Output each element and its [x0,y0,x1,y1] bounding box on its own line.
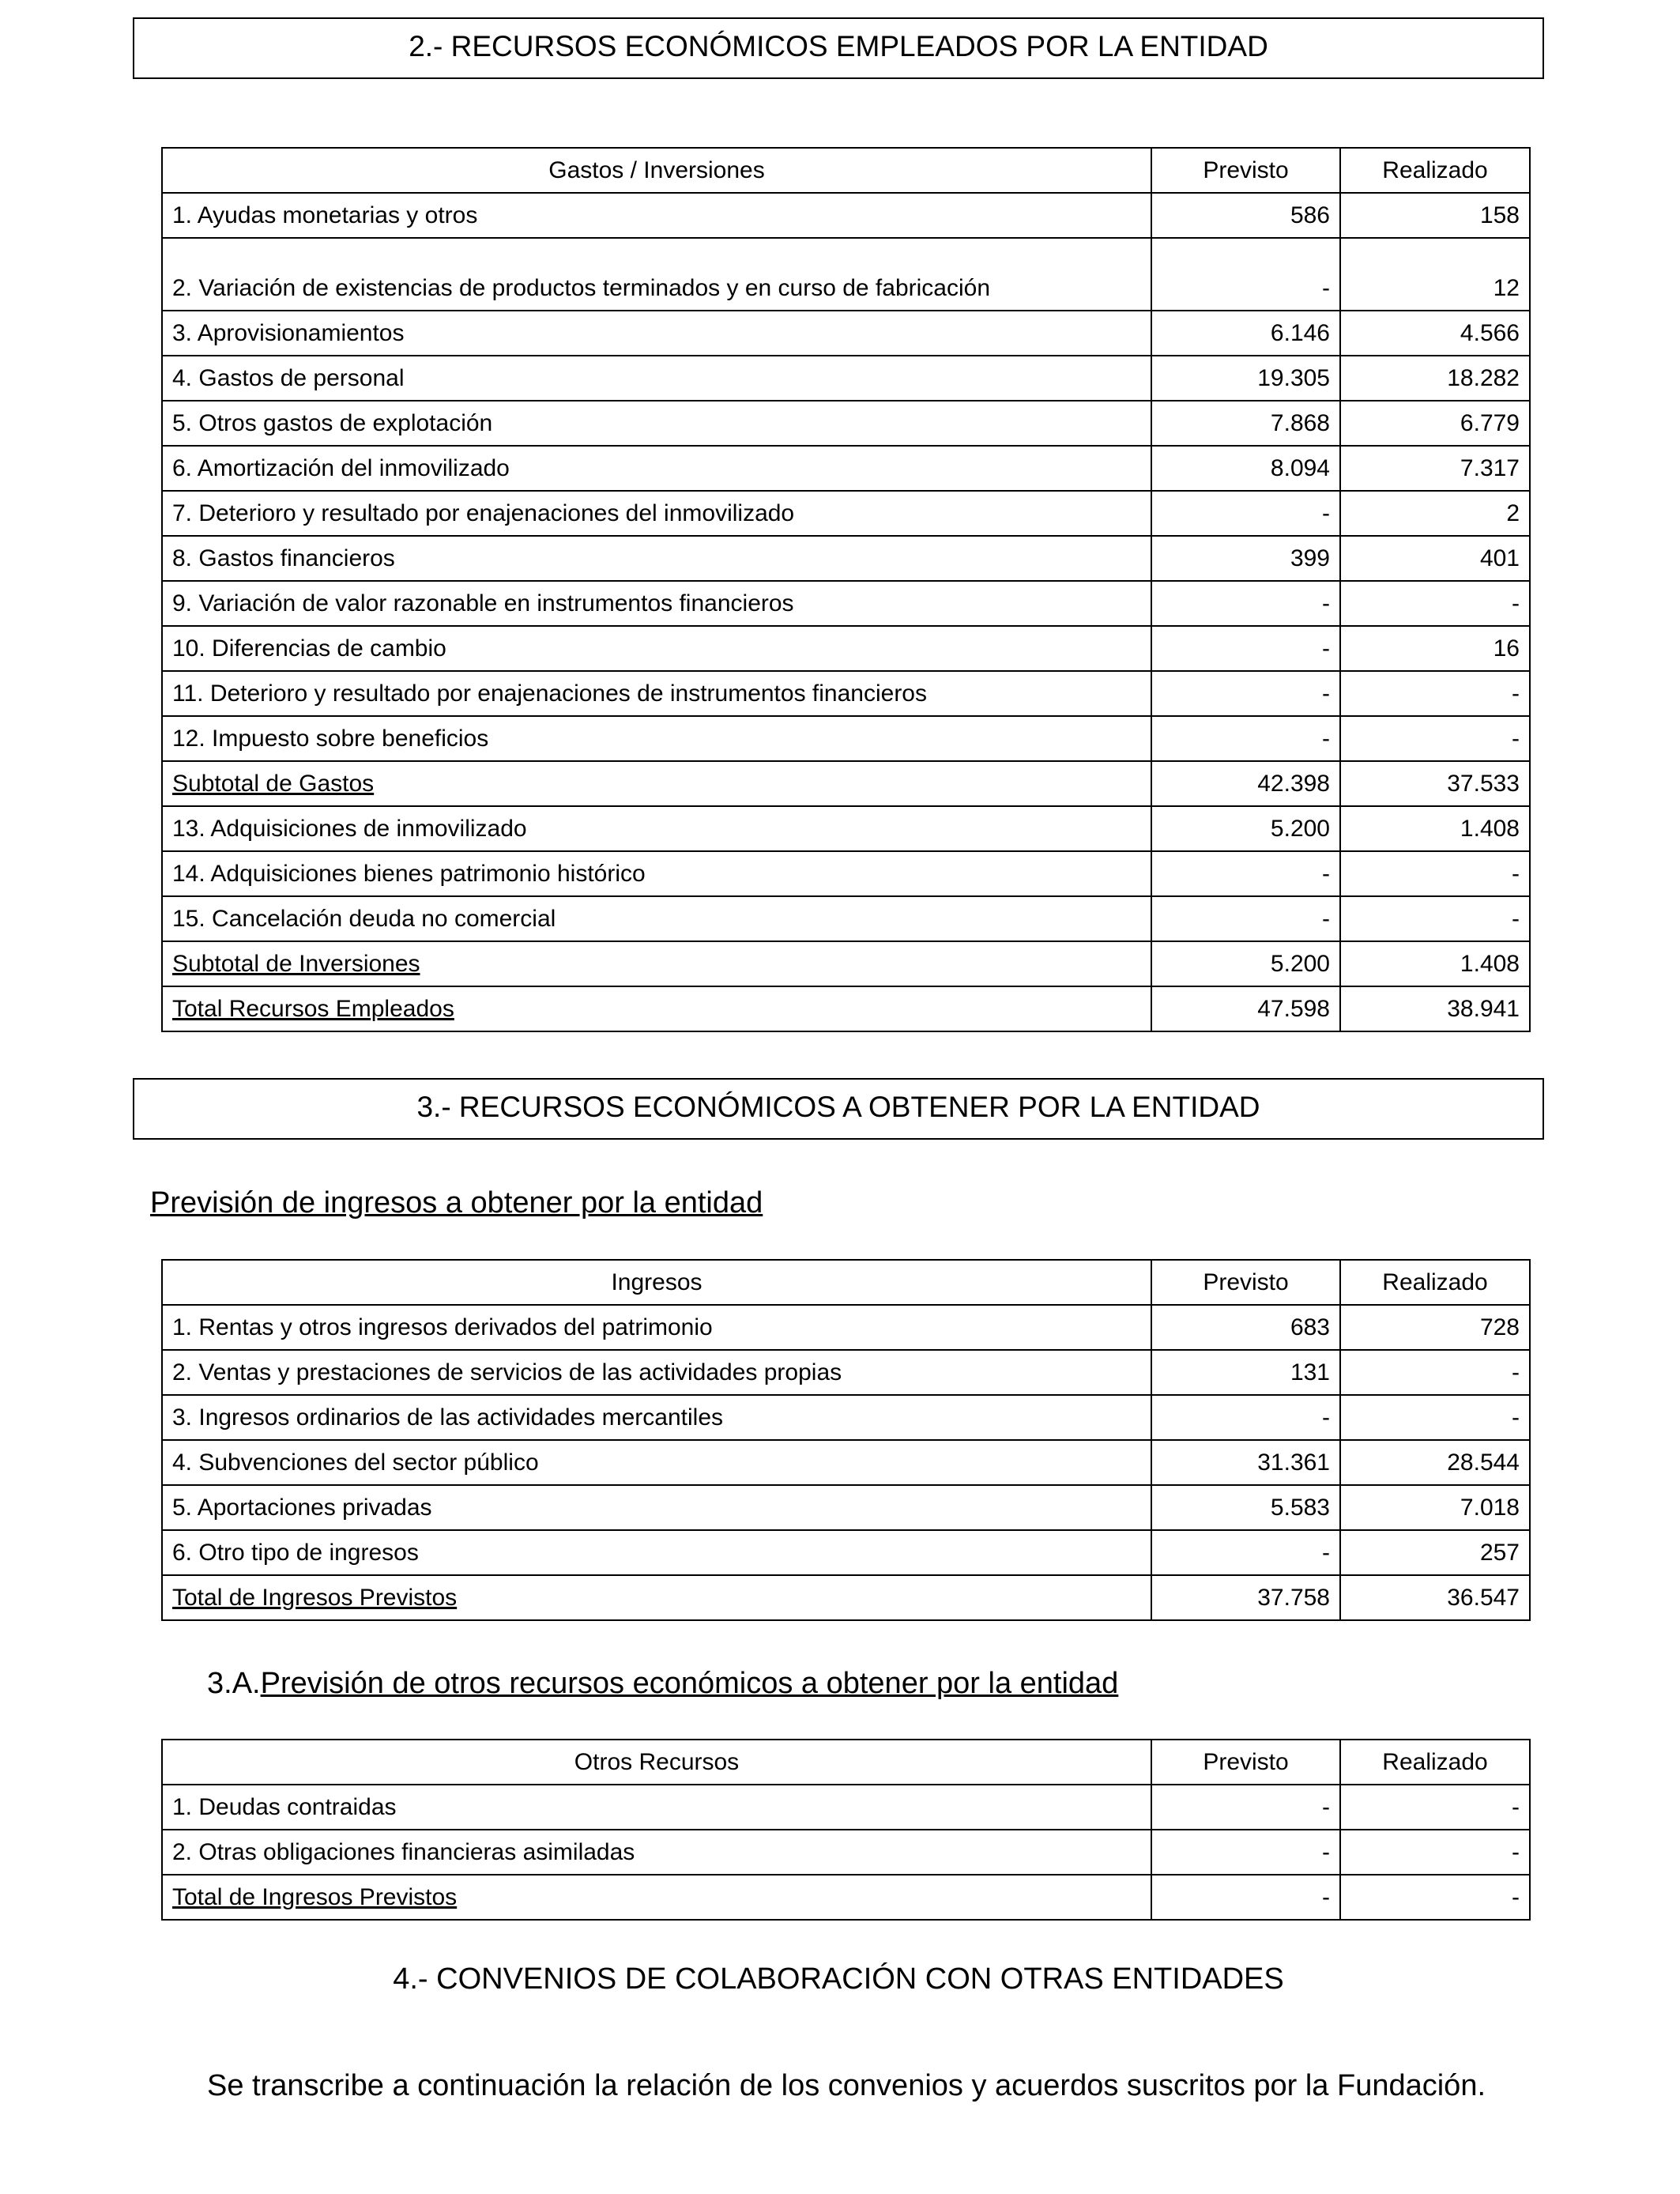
table-header-row [162,1740,1530,1785]
row-label: 5. Aportaciones privadas [162,1485,1151,1530]
table-row [162,446,1530,491]
row-label: Total de Ingresos Previstos [162,1875,1151,1920]
otros-recursos-table [161,1739,1531,1921]
realizado-value: - [1340,1395,1530,1440]
realizado-value: 7.018 [1340,1485,1530,1530]
previsto-value: 5.200 [1151,806,1340,851]
section-3-heading: 3.- RECURSOS ECONÓMICOS A OBTENER POR LA ENTIDAD [133,1078,1544,1140]
table-row [162,581,1530,626]
table-row [162,401,1530,446]
table-row [162,193,1530,238]
realizado-value: 6.779 [1340,401,1530,446]
column-header-concepto: Gastos / Inversiones [162,148,1151,193]
realizado-value: - [1340,851,1530,896]
row-label: 4. Gastos de personal [162,356,1151,401]
table-row [162,1350,1530,1395]
column-header-previsto: Previsto [1151,148,1340,193]
row-label: 13. Adquisiciones de inmovilizado [162,806,1151,851]
table-row [162,1485,1530,1530]
previsto-value: 8.094 [1151,446,1340,491]
realizado-value: 7.317 [1340,446,1530,491]
row-label: 8. Gastos financieros [162,536,1151,581]
realizado-value: - [1340,581,1530,626]
row-label: 1. Ayudas monetarias y otros [162,193,1151,238]
realizado-value: - [1340,896,1530,941]
row-label: 10. Diferencias de cambio [162,626,1151,671]
realizado-value: - [1340,716,1530,761]
previsto-value: - [1151,896,1340,941]
previsto-value: 19.305 [1151,356,1340,401]
previsto-value: 399 [1151,536,1340,581]
row-label: 3. Aprovisionamientos [162,311,1151,356]
realizado-value: 401 [1340,536,1530,581]
column-header-concepto: Ingresos [162,1260,1151,1305]
realizado-value: 16 [1340,626,1530,671]
previsto-value: - [1151,1530,1340,1575]
row-label: 9. Variación de valor razonable en instrumentos financieros [162,581,1151,626]
realizado-value: 38.941 [1340,986,1530,1031]
realizado-value: 158 [1340,193,1530,238]
previsto-value: - [1151,1785,1340,1830]
row-label: 1. Deudas contraidas [162,1785,1151,1830]
row-label: 6. Otro tipo de ingresos [162,1530,1151,1575]
total-recursos-row [162,986,1530,1031]
row-label: Total Recursos Empleados [162,986,1151,1031]
ingresos-subheading: Previsión de ingresos a obtener por la entidad [150,1186,763,1220]
column-header-previsto: Previsto [1151,1260,1340,1305]
previsto-value: - [1151,1830,1340,1875]
previsto-value: - [1151,581,1340,626]
previsto-value: - [1151,671,1340,716]
previsto-value: 42.398 [1151,761,1340,806]
ingresos-table [161,1259,1531,1621]
row-label: 12. Impuesto sobre beneficios [162,716,1151,761]
realizado-value: 37.533 [1340,761,1530,806]
otros-recursos-subheading [207,1666,1118,1701]
row-label: 7. Deterioro y resultado por enajenaciones del inmovilizado [162,491,1151,536]
previsto-value: 7.868 [1151,401,1340,446]
row-label: 15. Cancelación deuda no comercial [162,896,1151,941]
table-row [162,851,1530,896]
realizado-value: 728 [1340,1305,1530,1350]
section-2-heading: 2.- RECURSOS ECONÓMICOS EMPLEADOS POR LA ENTIDAD [133,17,1544,79]
previsto-value: 683 [1151,1305,1340,1350]
previsto-value: - [1151,238,1340,311]
row-label: Subtotal de Gastos [162,761,1151,806]
row-label: 1. Rentas y otros ingresos derivados del patrimonio [162,1305,1151,1350]
table-row [162,1440,1530,1485]
previsto-value: 37.758 [1151,1575,1340,1620]
previsto-value: 6.146 [1151,311,1340,356]
realizado-value: 2 [1340,491,1530,536]
subheading-text: Previsión de otros recursos económicos a obtener por la entidad [260,1667,1119,1700]
realizado-value: 1.408 [1340,806,1530,851]
row-label: 5. Otros gastos de explotación [162,401,1151,446]
table-row [162,491,1530,536]
realizado-value: - [1340,1350,1530,1395]
realizado-value: 12 [1340,238,1530,311]
table-row [162,238,1530,311]
table-header-row [162,1260,1530,1305]
subtotal-inversiones-row [162,941,1530,986]
previsto-value: 586 [1151,193,1340,238]
table-row [162,1830,1530,1875]
realizado-value: - [1340,1830,1530,1875]
column-header-concepto: Otros Recursos [162,1740,1151,1785]
table-row [162,1305,1530,1350]
previsto-value: 5.200 [1151,941,1340,986]
realizado-value: 28.544 [1340,1440,1530,1485]
previsto-value: - [1151,1395,1340,1440]
table-row [162,1785,1530,1830]
table-row [162,1530,1530,1575]
column-header-realizado: Realizado [1340,1260,1530,1305]
realizado-value: 4.566 [1340,311,1530,356]
convenios-paragraph: Se transcribe a continuación la relación de los convenios y acuerdos suscritos por la Fundación. [207,2069,1486,2102]
row-label: Subtotal de Inversiones [162,941,1151,986]
realizado-value: 1.408 [1340,941,1530,986]
column-header-realizado: Realizado [1340,148,1530,193]
column-header-previsto: Previsto [1151,1740,1340,1785]
realizado-value: - [1340,671,1530,716]
realizado-value: - [1340,1875,1530,1920]
total-otros-row [162,1875,1530,1920]
table-row [162,806,1530,851]
row-label: 4. Subvenciones del sector público [162,1440,1151,1485]
previsto-value: 47.598 [1151,986,1340,1031]
previsto-value: - [1151,626,1340,671]
subheading-prefix: 3.A. [207,1667,261,1700]
gastos-inversiones-table [161,147,1531,1032]
row-label: 2. Ventas y prestaciones de servicios de las actividades propias [162,1350,1151,1395]
section-4-heading: 4.- CONVENIOS DE COLABORACIÓN CON OTRAS ENTIDADES [393,1962,1284,1996]
table-row [162,716,1530,761]
previsto-value: - [1151,491,1340,536]
realizado-value: 18.282 [1340,356,1530,401]
row-label: 11. Deterioro y resultado por enajenaciones de instrumentos financieros [162,671,1151,716]
total-ingresos-row [162,1575,1530,1620]
column-header-realizado: Realizado [1340,1740,1530,1785]
previsto-value: 5.583 [1151,1485,1340,1530]
table-row [162,356,1530,401]
previsto-value: - [1151,716,1340,761]
row-label: 14. Adquisiciones bienes patrimonio histórico [162,851,1151,896]
row-label: 3. Ingresos ordinarios de las actividades mercantiles [162,1395,1151,1440]
table-row [162,896,1530,941]
table-row [162,536,1530,581]
row-label: 2. Otras obligaciones financieras asimiladas [162,1830,1151,1875]
row-label: Total de Ingresos Previstos [162,1575,1151,1620]
table-row [162,1395,1530,1440]
previsto-value: 31.361 [1151,1440,1340,1485]
realizado-value: 257 [1340,1530,1530,1575]
table-header-row [162,148,1530,193]
row-label: 2. Variación de existencias de productos terminados y en curso de fabricación [162,238,1151,311]
table-row [162,311,1530,356]
previsto-value: - [1151,1875,1340,1920]
table-row [162,671,1530,716]
row-label: 6. Amortización del inmovilizado [162,446,1151,491]
previsto-value: - [1151,851,1340,896]
table-row [162,626,1530,671]
previsto-value: 131 [1151,1350,1340,1395]
subtotal-gastos-row [162,761,1530,806]
realizado-value: 36.547 [1340,1575,1530,1620]
realizado-value: - [1340,1785,1530,1830]
